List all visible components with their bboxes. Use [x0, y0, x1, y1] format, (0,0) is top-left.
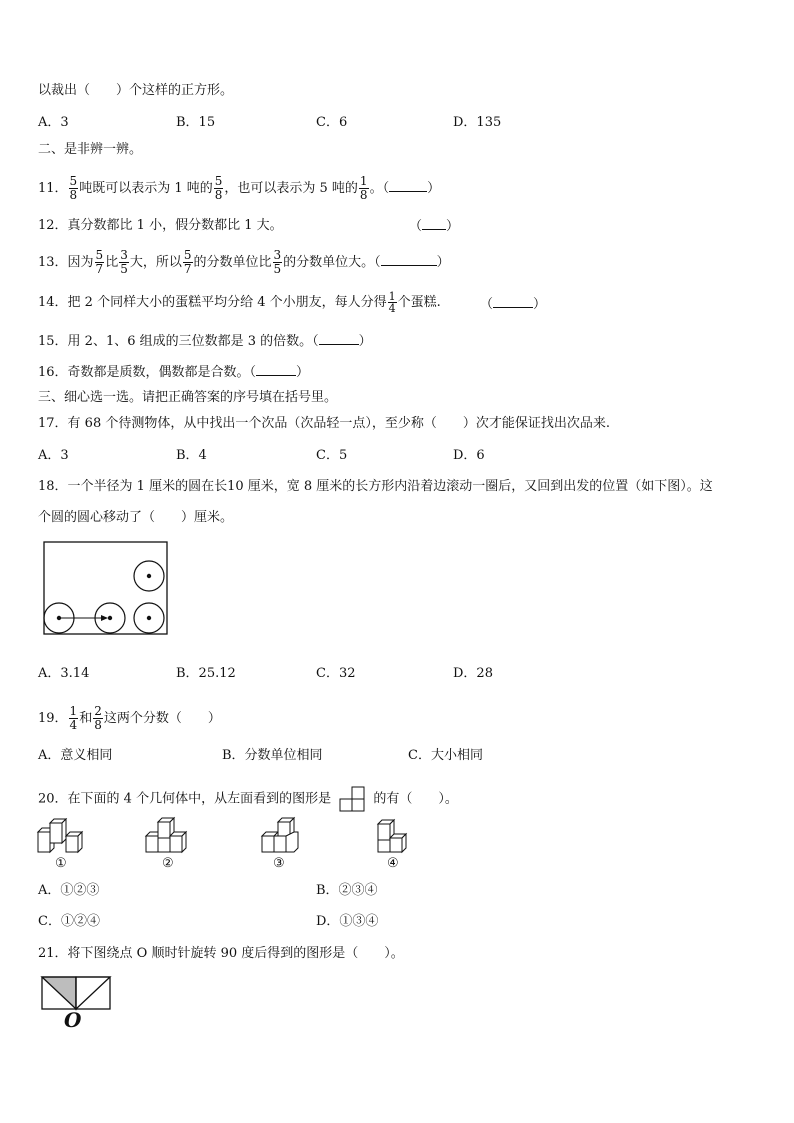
- q15-answer-blank[interactable]: [319, 333, 359, 345]
- solid-figure-2: [144, 816, 194, 854]
- q20-text-2: 的有（ ）。: [373, 791, 458, 807]
- q11-fraction-1: $\frac{5}{8}$: [69, 174, 78, 202]
- q18-text-line2: 个圆的圆心移动了（ ）厘米。: [38, 510, 234, 525]
- question-19: [38, 702, 221, 736]
- q19-text-1: 和: [79, 711, 93, 726]
- q19-text-2: 这两个分数（ ）: [103, 711, 221, 726]
- figure-3-label: ③: [273, 856, 285, 871]
- q19-fraction-2: $\frac{2}{8}$: [94, 704, 102, 732]
- question-13: [38, 246, 450, 280]
- q20-option-a: A．①②③: [38, 883, 100, 898]
- q13-answer-blank[interactable]: [381, 254, 437, 266]
- q10-option-b: B．15: [176, 115, 216, 130]
- figure-1-label: ①: [55, 856, 67, 871]
- question-20: [38, 786, 458, 812]
- rotation-figure: [40, 975, 114, 1011]
- q17-text: 17．有 68 个待测物体，从中找出一个次品（次品轻一点），至少称（ ）次才能保证找出次品来.: [38, 416, 610, 431]
- q10-option-d: D．135: [453, 115, 502, 130]
- q13-fraction-3: $\frac{5}{7}$: [183, 248, 192, 276]
- q11-text-2: ，也可以表示为 5 吨的: [224, 181, 358, 196]
- q19-option-b: B．分数单位相同: [222, 748, 323, 763]
- figure-4-label: ④: [387, 856, 399, 871]
- q13-text-2: 大，所以: [129, 255, 182, 270]
- solid-figure-4: [374, 818, 418, 854]
- q10-option-c: C．6: [316, 115, 348, 130]
- q16-close-paren: ）: [296, 365, 310, 380]
- rolling-circle-figure: [38, 540, 170, 638]
- q13-number: 13．因为: [38, 255, 94, 270]
- q19-option-a: A．意义相同: [38, 748, 113, 763]
- q18-option-a: A．3.14: [38, 666, 90, 681]
- q17-option-d: D．6: [453, 448, 485, 463]
- q19-option-c: C．大小相同: [408, 748, 483, 763]
- q13-fraction-4: $\frac{3}{5}$: [273, 248, 282, 276]
- q17-option-a: A．3: [38, 448, 69, 463]
- q13-text-3: 的分数单位比: [193, 255, 272, 270]
- solid-figure-3: [258, 816, 304, 854]
- q10-option-a: A．3: [38, 115, 69, 130]
- question-15: [38, 333, 372, 350]
- question-14: [38, 288, 441, 318]
- q21-text: 21．将下图绕点 O 顺时针旋转 90 度后得到的图形是（ ）。: [38, 946, 404, 961]
- q11-fraction-2: $\frac{5}{8}$: [214, 174, 223, 202]
- q19-fraction-1: $\frac{1}{4}$: [69, 704, 78, 732]
- q12-answer: （ ）: [409, 219, 460, 234]
- q11-text-3: 。（: [369, 181, 390, 196]
- q20-option-c: C．①②④: [38, 914, 100, 929]
- q11-answer-blank[interactable]: [389, 180, 427, 192]
- figure-2-label: ②: [162, 856, 174, 871]
- q11-fraction-3: $\frac{1}{8}$: [359, 174, 368, 202]
- q18-option-c: C．32: [316, 666, 356, 681]
- q14-answer-blank[interactable]: [493, 296, 533, 308]
- q18-option-d: D．28: [453, 666, 493, 681]
- q17-option-b: B．4: [176, 448, 207, 463]
- point-o-label: O: [64, 1008, 82, 1032]
- q12-answer-blank[interactable]: [422, 218, 446, 230]
- section-heading-2: 二、是非辨一辨。: [38, 142, 143, 157]
- q20-option-b: B．②③④: [316, 883, 378, 898]
- q16-text: 16．奇数都是质数，偶数都是合数。（: [38, 365, 257, 380]
- q12-text: 12．真分数都比 1 小，假分数都比 1 大。: [38, 218, 283, 233]
- q15-text: 15．用 2、1、6 组成的三位数都是 3 的倍数。（: [38, 334, 319, 349]
- q14-fraction: $\frac{1}{4}$: [388, 290, 396, 315]
- q11-close-paren: ）: [427, 181, 441, 196]
- q11-text-1: 吨既可以表示为 1 吨的: [79, 181, 213, 196]
- section-heading-3: 三、细心选一选。请把正确答案的序号填在括号里。: [38, 390, 338, 405]
- q14-text: 14．把 2 个同样大小的蛋糕平均分给 4 个小朋友，每人分得: [38, 295, 387, 310]
- question-16: [38, 364, 309, 381]
- q13-fraction-2: $\frac{3}{5}$: [120, 248, 128, 276]
- q19-number: 19．: [38, 711, 68, 726]
- left-view-shape-icon: [339, 786, 365, 812]
- q13-close-paren: ）: [436, 255, 450, 270]
- q17-option-c: C．5: [316, 448, 348, 463]
- q14-answer: （ ）: [480, 297, 547, 312]
- q18-option-b: B．25.12: [176, 666, 236, 681]
- solid-figure-1: [36, 818, 86, 854]
- q13-text-1: 比: [105, 255, 119, 270]
- q13-fraction-1: $\frac{5}{7}$: [95, 248, 104, 276]
- q16-answer-blank[interactable]: [256, 364, 296, 376]
- q15-close-paren: ）: [358, 334, 372, 349]
- q20-text-1: 20．在下面的 4 个几何体中，从左面看到的图形是: [38, 791, 332, 807]
- q20-option-d: D．①③④: [316, 914, 379, 929]
- question-11: [38, 172, 440, 206]
- q14-text-2: 个蛋糕.: [397, 295, 441, 310]
- q18-text-line1: 18．一个半径为 1 厘米的圆在长10 厘米，宽 8 厘米的长方形内沿着边滚动一圈后，又回到出发的位置（如下图）。这: [38, 479, 713, 494]
- q11-number: 11．: [38, 181, 68, 196]
- q10-text: 以裁出（ ）个这样的正方形。: [38, 83, 234, 98]
- q13-text-4: 的分数单位大。（: [283, 255, 381, 270]
